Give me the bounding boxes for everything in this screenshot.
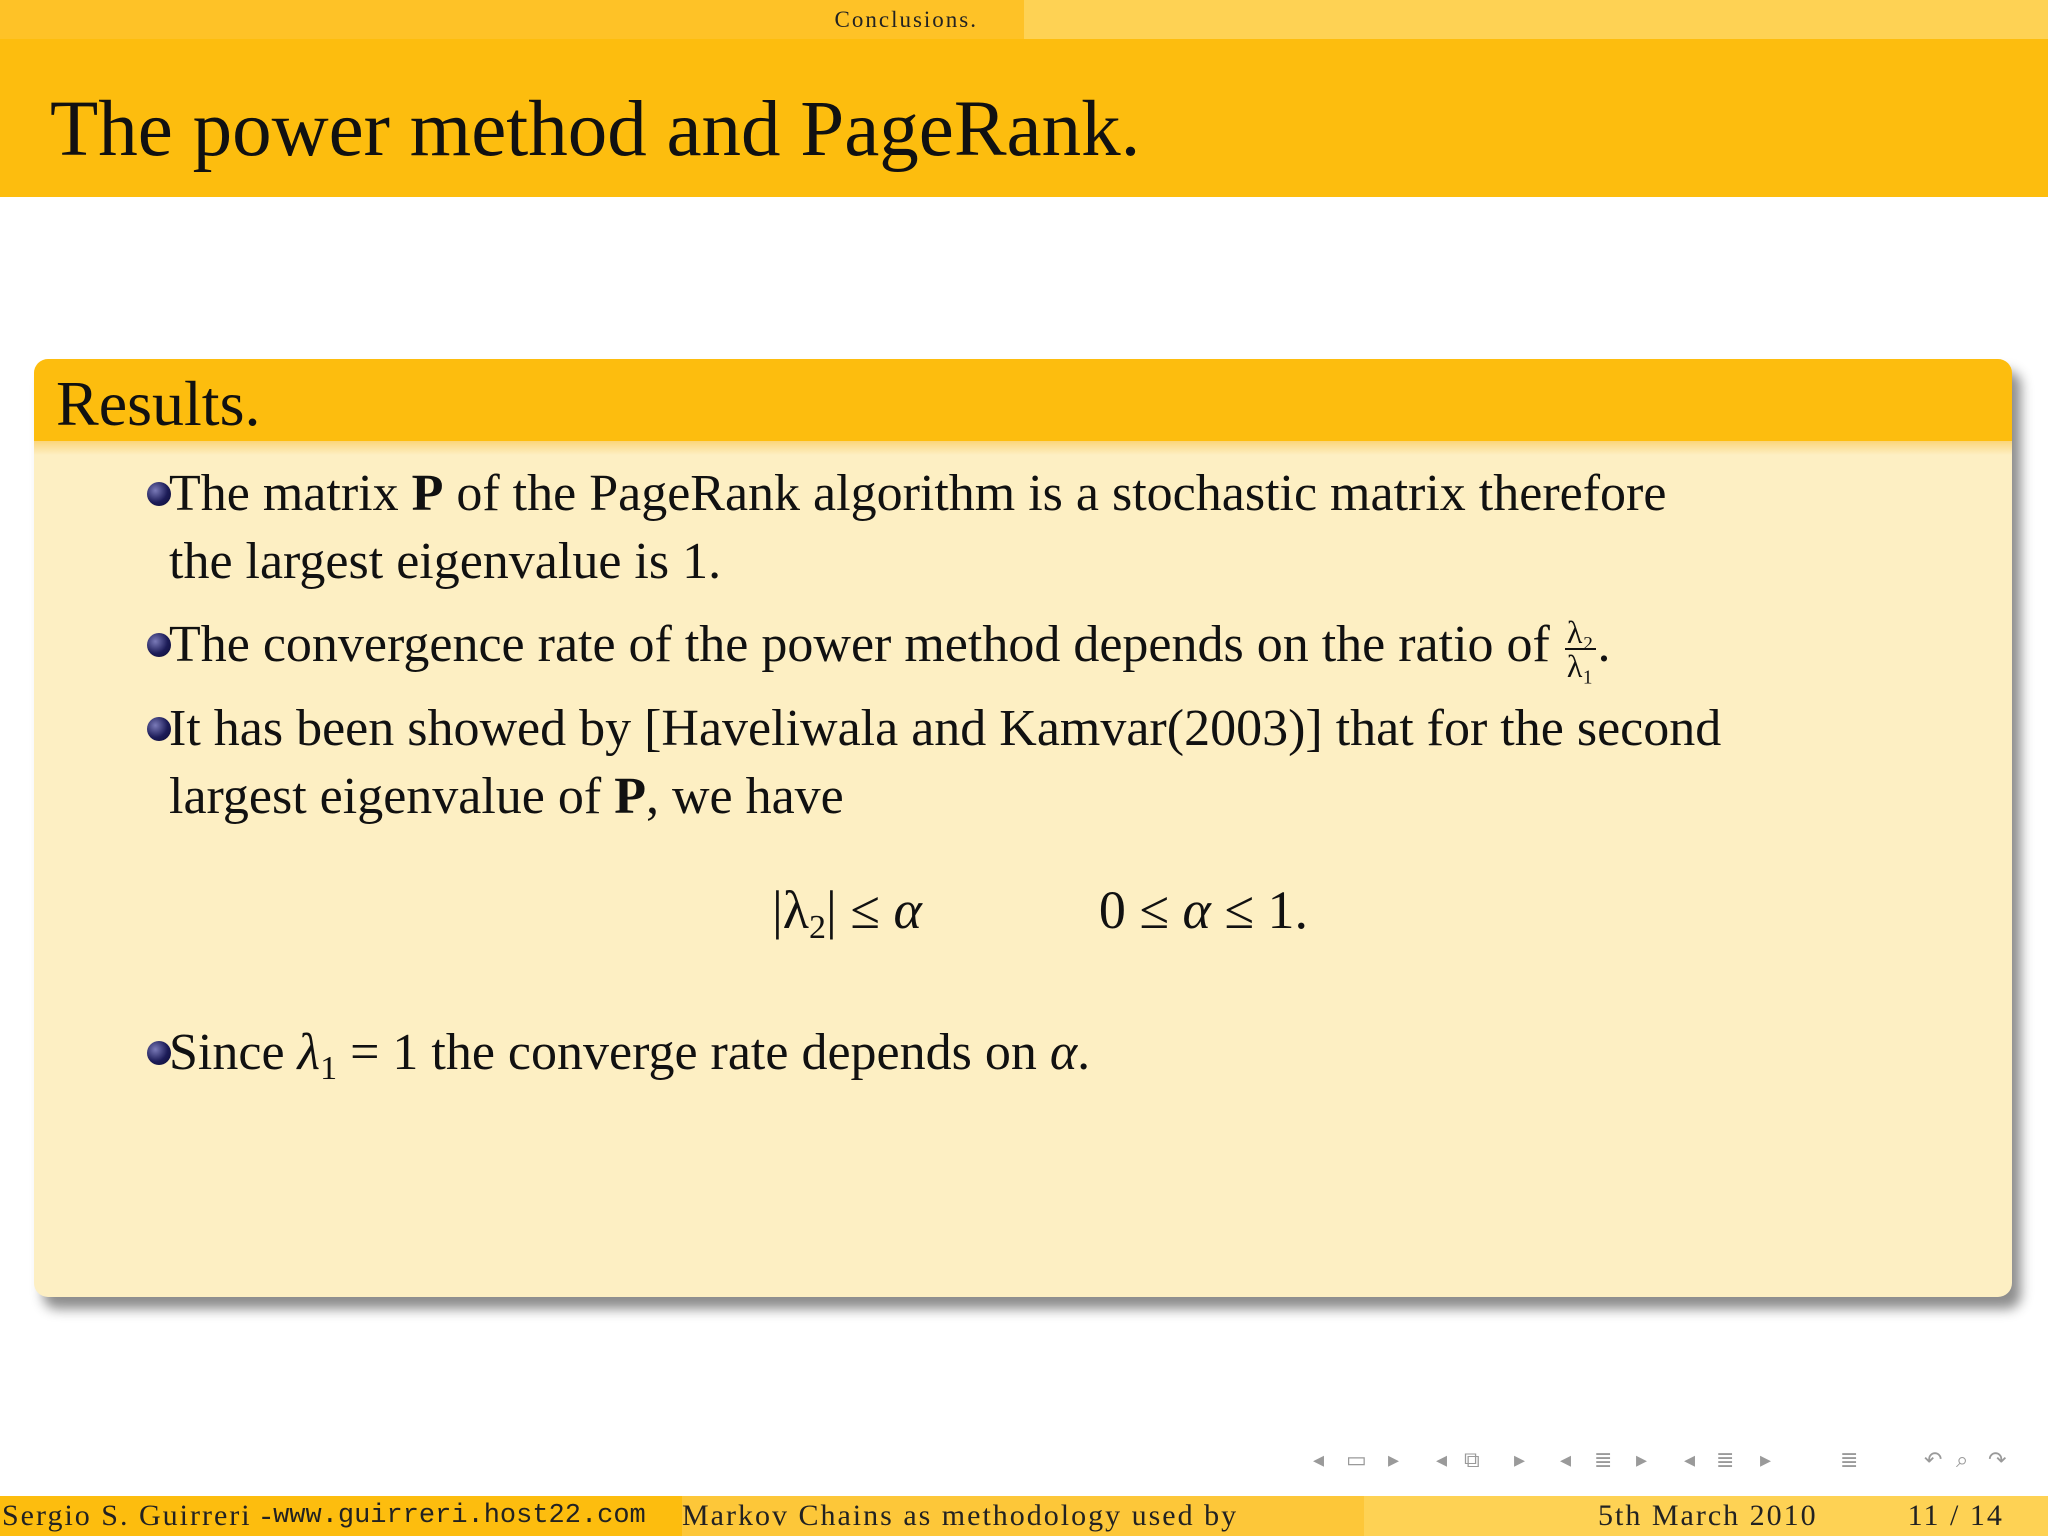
footer-bar	[0, 1496, 2048, 1536]
matrix-symbol: P	[614, 768, 646, 825]
bullet-icon	[147, 717, 171, 741]
list-item	[169, 695, 1721, 831]
nav-frame-next-icon[interactable]: ▸	[1388, 1448, 1400, 1473]
block-header	[34, 359, 2012, 441]
item-text: .	[1077, 1024, 1091, 1081]
item-text: largest eigenvalue of	[169, 768, 615, 825]
nav-back-icon[interactable]: ↶	[1924, 1448, 1943, 1473]
fraction-denominator: λ₁	[1566, 648, 1594, 685]
item-text: Since	[169, 1024, 298, 1081]
nav-slide-icon[interactable]: ≣	[1716, 1448, 1735, 1473]
footer-date-page	[1364, 1496, 2048, 1536]
nav-slide-prev-icon[interactable]: ◂	[1684, 1448, 1696, 1473]
eigenvalue-ratio	[1565, 614, 1596, 685]
item-text: of the PageRank algorithm is a stochastic matrix therefore	[443, 465, 1667, 522]
author-url[interactable]: www.guirreri.host22.com	[273, 1501, 646, 1531]
bullet-icon	[147, 1041, 171, 1065]
footer-author	[0, 1496, 682, 1536]
results-block	[34, 359, 2012, 1297]
nav-subsection-prev-icon[interactable]: ◂	[1436, 1448, 1448, 1473]
section-nav-right	[1024, 0, 2048, 39]
nav-section-icon[interactable]: ≣	[1594, 1448, 1613, 1473]
lambda-symbol: λ	[297, 1024, 321, 1081]
nav-section-next-icon[interactable]: ▸	[1636, 1448, 1648, 1473]
nav-frame-icon[interactable]: ▭	[1346, 1448, 1367, 1473]
fraction-numerator: λ₂	[1566, 614, 1594, 651]
author-name: Sergio S. Guirreri -	[2, 1499, 274, 1532]
block-title: Results.	[56, 368, 261, 439]
item-text: = 1 the converge rate depends on	[337, 1024, 1050, 1081]
matrix-symbol: P	[411, 465, 444, 522]
nav-subsection-icon[interactable]: ⧉	[1464, 1448, 1480, 1473]
equation-left: $|\lambda_2| \le \alpha$	[772, 880, 922, 946]
frame-title-bar	[0, 39, 2048, 197]
equation-right: 0 ≤ α ≤ 1.	[1098, 880, 1308, 940]
nav-subsection-next-icon[interactable]: ▸	[1514, 1448, 1526, 1473]
list-item: Since $\lambda_1 = 1$ the converge rate depends on α.	[169, 1024, 1091, 1087]
item-text: The convergence rate of the power method depends on the ratio of	[169, 616, 1563, 673]
block-header-shadow	[34, 441, 2012, 455]
alpha-symbol: α	[1049, 1024, 1078, 1081]
talk-title: Markov Chains as methodology used by	[682, 1499, 1239, 1532]
bullet-icon	[147, 482, 171, 506]
list-item	[169, 460, 1666, 596]
nav-section-prev-icon[interactable]: ◂	[1560, 1448, 1572, 1473]
nav-slide-next-icon[interactable]: ▸	[1760, 1448, 1772, 1473]
bullet-icon	[147, 633, 171, 657]
footer-title	[682, 1496, 1364, 1536]
navigation-symbols	[0, 1448, 2048, 1484]
section-nav-left	[0, 0, 1024, 39]
page-number: 11 / 14	[1907, 1499, 2004, 1532]
slide-title: The power method and PageRank.	[50, 86, 1141, 173]
item-text: The matrix	[169, 465, 412, 522]
nav-outline-icon[interactable]: ≣	[1840, 1448, 1859, 1473]
nav-forward-icon[interactable]: ↷	[1988, 1448, 2007, 1473]
top-navigation-bar	[0, 0, 2048, 39]
item-text: , we have	[645, 768, 844, 825]
display-equation	[772, 879, 1308, 947]
list-item	[169, 611, 1611, 685]
item-text: It has been showed by [Haveliwala and Kamvar(2003)] that for the second	[169, 700, 1722, 757]
section-link[interactable]: Conclusions.	[834, 6, 978, 32]
nav-frame-prev-icon[interactable]: ◂	[1313, 1448, 1325, 1473]
nav-search-icon[interactable]: ⌕	[1956, 1448, 1969, 1473]
item-text: .	[1597, 616, 1611, 673]
item-text: the largest eigenvalue is 1.	[169, 533, 722, 590]
footer-date: 5th March 2010	[1598, 1499, 1818, 1532]
